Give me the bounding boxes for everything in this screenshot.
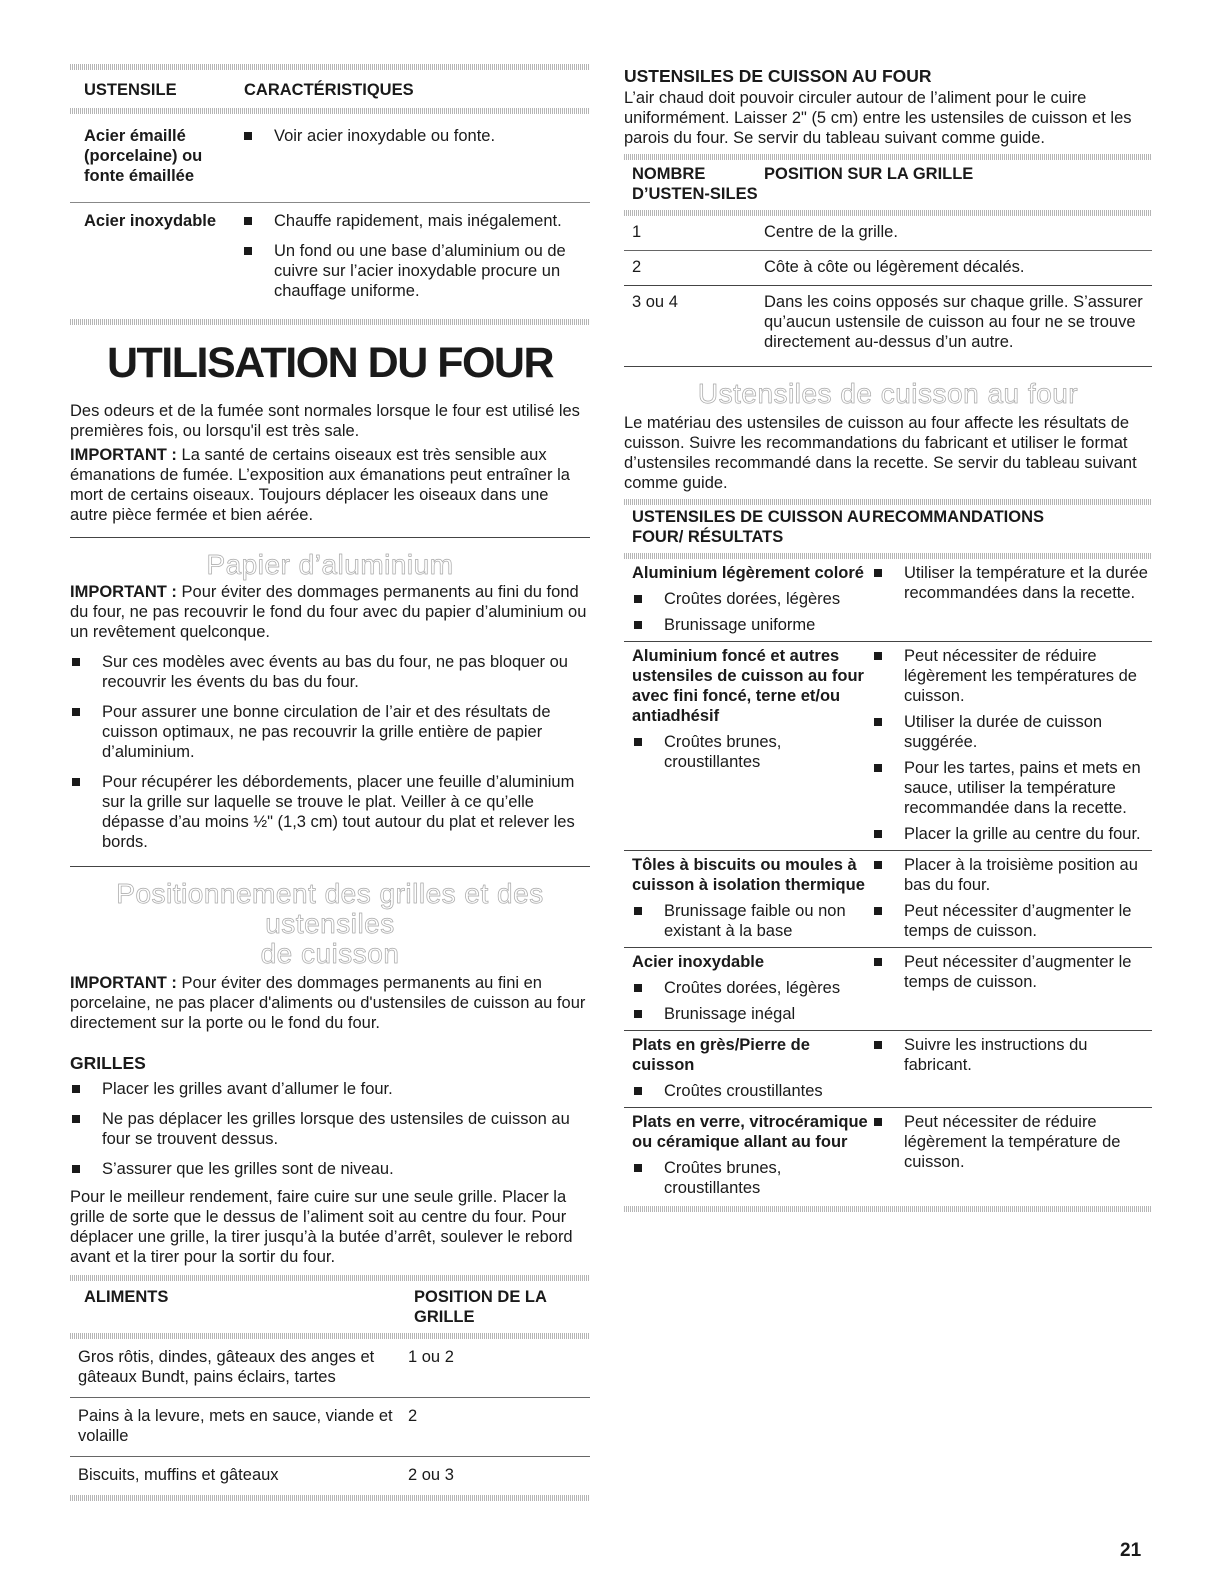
- count-table-body: [624, 216, 1152, 352]
- table-top-rule: [624, 154, 1152, 160]
- list-item: Utiliser la durée de cuisson suggérée.: [872, 712, 1152, 752]
- table-row: [70, 1457, 590, 1496]
- grilles-list: [70, 1079, 590, 1179]
- col-header-bakeware: USTENSILES DE CUISSON AU FOUR/ RÉSULTATS: [632, 508, 871, 546]
- food-cell: Biscuits, muffins et gâteaux: [78, 1466, 279, 1484]
- important-text: Pour éviter des dommages permanents au fini du fond du four, ne pas recouvrir le fond du four avec du papier d’aluminium ou un revêtement quelconque.: [70, 583, 587, 641]
- count-table: [624, 164, 1152, 204]
- left-column: [70, 64, 590, 1501]
- section-heading-foil: Papier d’aluminium: [206, 549, 454, 580]
- list-item: Sur ces modèles avec évents au bas du four, ne pas bloquer ou recouvrir les évents du bas du four.: [70, 652, 590, 692]
- section-rule: [70, 866, 590, 867]
- count-cell: 3 ou 4: [632, 293, 678, 311]
- bakeware-name: Plats en grès/Pierre de cuisson: [632, 1036, 810, 1074]
- list-item: Pour les tartes, pains et mets en sauce, utiliser la température recommandée dans la recette.: [872, 758, 1152, 818]
- important-label: IMPORTANT :: [70, 446, 177, 464]
- material-table-body: [70, 126, 590, 186]
- table-row: [70, 126, 590, 186]
- foil-list: [70, 652, 590, 852]
- col-header-position: POSITION DE LA GRILLE: [414, 1288, 547, 1326]
- list-item: Chauffe rapidement, mais inégalement.: [242, 211, 590, 231]
- col-header-position: POSITION SUR LA GRILLE: [764, 165, 974, 183]
- table-row: [624, 559, 1152, 642]
- list-item: Utiliser la température et la durée recommandées dans la recette.: [872, 563, 1152, 603]
- list-item: S’assurer que les grilles sont de niveau.: [70, 1159, 590, 1179]
- count-cell: 2: [632, 258, 642, 276]
- important-text: La santé de certains oiseaux est très sensible aux émanations de fumée. L’exposition aux émanations peut entraîner la mort de certains oiseaux. Toujours déplacer les oiseaux dans une autre pièce fermée et bien aérée.: [70, 446, 570, 524]
- table-row: [624, 1031, 1152, 1108]
- table-row: [70, 211, 590, 301]
- section-rule: [624, 366, 1152, 367]
- material-name: Acier émaillé (porcelaine) ou fonte émaillée: [84, 127, 203, 185]
- list-item: Suivre les instructions du fabricant.: [872, 1035, 1152, 1075]
- list-item: Croûtes brunes, croustillantes: [632, 1158, 872, 1198]
- grilles-paragraph: Pour le meilleur rendement, faire cuire sur une seule grille. Placer la grille de sorte que le dessus de l’aliment soit au centre du four. Pour déplacer une grille, la tirer jusqu’à la butée d’arrêt, soulever le rebord avant et la tirer pour la sortir du four.: [70, 1188, 573, 1266]
- table-top-rule: [624, 499, 1152, 505]
- material-paragraph: Le matériau des ustensiles de cuisson au four affecte les résultats de cuisson. Suivre les recommandations du fabricant et utiliser le format d’ustensiles recommandé dans la recette. Se servir du tableau suivant comme guide.: [624, 414, 1137, 492]
- list-item: Placer à la troisième position au bas du four.: [872, 855, 1152, 895]
- table-row: [624, 286, 1152, 353]
- foil-important-paragraph: [70, 582, 590, 642]
- right-column: [624, 66, 1152, 1212]
- list-item: Peut nécessiter de réduire légèrement la température de cuisson.: [872, 1112, 1152, 1172]
- important-label: IMPORTANT :: [70, 583, 177, 601]
- list-item: Voir acier inoxydable ou fonte.: [242, 126, 590, 146]
- position-cell: 2 ou 3: [408, 1466, 454, 1484]
- list-item: Pour assurer une bonne circulation de l’air et des résultats de cuisson optimaux, ne pas recouvrir la grille entière de papier d’aluminium.: [70, 702, 590, 762]
- list-item: Peut nécessiter d’augmenter le temps de cuisson.: [872, 901, 1152, 941]
- material-name: Acier inoxydable: [84, 212, 217, 230]
- list-item: Croûtes dorées, légères: [632, 589, 872, 609]
- position-cell: Côte à côte ou légèrement décalés.: [764, 258, 1025, 276]
- section-heading-positioning-2: de cuisson: [260, 938, 400, 969]
- col-header-count: NOMBRE D’USTEN-SILES: [632, 165, 758, 203]
- position-cell: 1 ou 2: [408, 1348, 454, 1366]
- position-important-paragraph: [70, 973, 590, 1033]
- table-row: [624, 851, 1152, 948]
- table-top-rule: [70, 1275, 590, 1281]
- list-item: Brunissage faible ou non existant à la base: [632, 901, 872, 941]
- rec-table-body: [624, 559, 1152, 1204]
- col-header-aliments: ALIMENTS: [84, 1288, 169, 1306]
- list-item: Placer la grille au centre du four.: [872, 824, 1152, 844]
- list-item: Brunissage inégal: [632, 1004, 872, 1024]
- food-table-body: [70, 1339, 590, 1495]
- important-text: Pour éviter des dommages permanents au fini en porcelaine, ne pas placer d'aliments ou d'ustensiles de cuisson au four directement sur la porte ou le fond du four.: [70, 974, 586, 1032]
- table-row: [624, 251, 1152, 286]
- list-item: Un fond ou une base d’aluminium ou de cuivre sur l’acier inoxydable procure un chauffage uniforme.: [242, 241, 590, 301]
- table-row: [624, 948, 1152, 1031]
- list-item: Placer les grilles avant d’allumer le four.: [70, 1079, 590, 1099]
- table-top-rule: [70, 64, 590, 70]
- position-cell: 2: [408, 1407, 418, 1425]
- list-item: Croûtes dorées, légères: [632, 978, 872, 998]
- food-table: [70, 1287, 590, 1327]
- list-item: Peut nécessiter d’augmenter le temps de cuisson.: [872, 952, 1152, 992]
- rec-table: [624, 507, 1152, 547]
- bakeware-name: Plats en verre, vitrocéramique ou céramique allant au four: [632, 1113, 868, 1151]
- header-rule: [70, 108, 590, 114]
- bakeware-name: Acier inoxydable: [632, 953, 765, 971]
- table-bottom-rule: [70, 319, 590, 325]
- col-header-recommendations: RECOMMANDATIONS: [872, 508, 1045, 526]
- table-row: [70, 1339, 590, 1398]
- table-row: [624, 642, 1152, 851]
- table-row: [624, 1108, 1152, 1205]
- position-cell: Centre de la grille.: [764, 223, 898, 241]
- important-label: IMPORTANT :: [70, 974, 177, 992]
- bakeware-heading: USTENSILES DE CUISSON AU FOUR: [624, 66, 932, 86]
- important-paragraph: [70, 445, 590, 525]
- bakeware-paragraph: L’air chaud doit pouvoir circuler autour de l’aliment pour le cuire uniformément. Laisser 2" (5 cm) entre les ustensiles de cuisson et les parois du four. Se servir du tableau suivant comme guide.: [624, 89, 1132, 147]
- table-bottom-rule: [624, 1206, 1152, 1212]
- page-title: UTILISATION DU FOUR: [106, 339, 554, 387]
- list-item: Peut nécessiter de réduire légèrement les températures de cuisson.: [872, 646, 1152, 706]
- row-divider: [70, 202, 590, 203]
- section-heading-bakeware: Ustensiles de cuisson au four: [697, 378, 1079, 409]
- section-rule: [70, 537, 590, 538]
- list-item: Pour récupérer les débordements, placer une feuille d’aluminium sur la grille sur laquelle se trouve le plat. Veiller à ce qu’elle dépasse d’au moins ½" (1,3 cm) tout autour du plat et relever les bords.: [70, 772, 590, 852]
- page-number: 21: [1120, 1540, 1142, 1561]
- bakeware-name: Aluminium foncé et autres ustensiles de cuisson au four avec fini foncé, terne et/ou antiadhésif: [632, 647, 864, 725]
- bakeware-name: Tôles à biscuits ou moules à cuisson à isolation thermique: [632, 856, 865, 894]
- material-table-body-2: [70, 211, 590, 301]
- list-item: Croûtes croustillantes: [632, 1081, 872, 1101]
- col-header-ustensile: USTENSILE: [84, 81, 177, 99]
- grilles-heading: GRILLES: [70, 1053, 146, 1073]
- count-cell: 1: [632, 223, 642, 241]
- position-cell: Dans les coins opposés sur chaque grille. S’assurer qu’aucun ustensile de cuisson au four ne se trouve directement au-dessus d’un autre.: [764, 293, 1143, 351]
- bakeware-name: Aluminium légèrement coloré: [632, 564, 864, 582]
- table-bottom-rule: [70, 1495, 590, 1501]
- food-cell: Pains à la levure, mets en sauce, viande et volaille: [78, 1407, 393, 1445]
- list-item: Croûtes brunes, croustillantes: [632, 732, 872, 772]
- material-table: [70, 80, 590, 100]
- table-row: [624, 216, 1152, 251]
- table-row: [70, 1398, 590, 1457]
- food-cell: Gros rôtis, dindes, gâteaux des anges et gâteaux Bundt, pains éclairs, tartes: [78, 1348, 375, 1386]
- list-item: Ne pas déplacer les grilles lorsque des ustensiles de cuisson au four se trouvent dessus.: [70, 1109, 590, 1149]
- intro-paragraph: Des odeurs et de la fumée sont normales lorsque le four est utilisé les premières fois, ou lorsqu'il est très sale.: [70, 402, 580, 440]
- section-heading-positioning-1: Positionnement des grilles et des ustensiles: [116, 878, 544, 939]
- col-header-caracteristiques: CARACTÉRISTIQUES: [244, 81, 414, 99]
- list-item: Brunissage uniforme: [632, 615, 872, 635]
